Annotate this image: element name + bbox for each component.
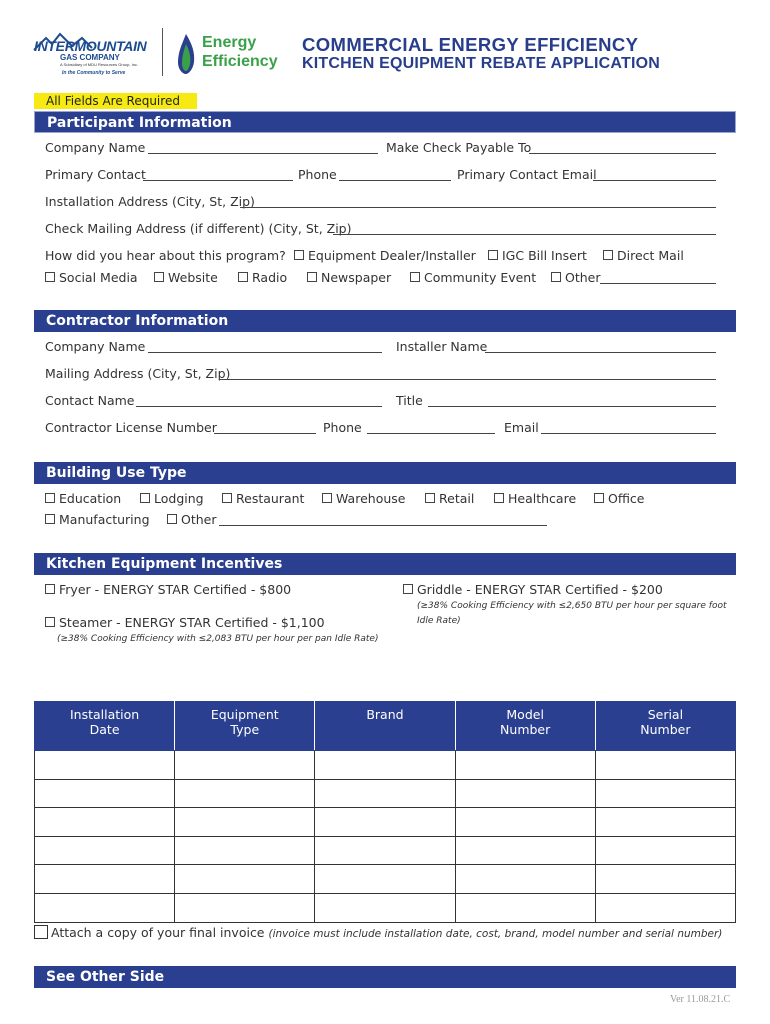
building-label: Other — [181, 512, 217, 527]
table-header-row — [35, 702, 736, 751]
building-option-other[interactable] — [167, 512, 217, 527]
participant-section-heading: Participant Information — [34, 111, 736, 133]
checkbox[interactable] — [45, 514, 55, 524]
checkbox[interactable] — [140, 493, 150, 503]
col-installation-date — [35, 702, 175, 751]
building-option-education[interactable] — [45, 491, 121, 506]
logo-gas-company: GAS COMPANY — [60, 53, 120, 62]
building-label: Office — [608, 491, 645, 506]
table-cell[interactable] — [455, 808, 595, 837]
table-cell[interactable] — [35, 893, 175, 922]
table-row — [35, 808, 736, 837]
participant-phone-label: Phone — [298, 167, 337, 182]
table-row — [35, 865, 736, 894]
header-line: Model — [506, 707, 544, 722]
table-cell[interactable] — [595, 893, 735, 922]
checkbox[interactable] — [551, 272, 561, 282]
logo-divider — [162, 28, 163, 76]
checkbox[interactable] — [154, 272, 164, 282]
table-cell[interactable] — [455, 865, 595, 894]
building-label: Manufacturing — [59, 512, 150, 527]
source-option-bill-insert[interactable] — [488, 248, 587, 263]
ee-logo-line2: Efficiency — [202, 53, 278, 70]
page-title: COMMERCIAL ENERGY EFFICIENCY — [302, 34, 639, 55]
source-option-social-media[interactable] — [45, 270, 138, 285]
table-cell[interactable] — [35, 808, 175, 837]
building-label: Warehouse — [336, 491, 406, 506]
make-check-label: Make Check Payable To — [386, 140, 532, 155]
griddle-label: Griddle - ENERGY STAR Certified - $200 — [417, 582, 663, 597]
source-label: IGC Bill Insert — [502, 248, 587, 263]
ee-logo-line1: Energy — [202, 34, 257, 51]
table-cell[interactable] — [35, 779, 175, 808]
checkbox[interactable] — [238, 272, 248, 282]
col-brand — [315, 702, 455, 751]
building-option-office[interactable] — [594, 491, 645, 506]
building-section-heading: Building Use Type — [34, 462, 736, 484]
checkbox[interactable] — [603, 250, 613, 260]
header-line: Date — [89, 722, 120, 737]
source-option-direct-mail[interactable] — [603, 248, 684, 263]
license-field[interactable] — [214, 421, 316, 434]
table-cell[interactable] — [315, 779, 455, 808]
contractor-email-field[interactable] — [541, 421, 716, 434]
table-cell[interactable] — [315, 808, 455, 837]
source-option-website[interactable] — [154, 270, 218, 285]
source-option-radio[interactable] — [238, 270, 287, 285]
table-row — [35, 779, 736, 808]
checkbox[interactable] — [45, 272, 55, 282]
install-address-label: Installation Address (City, St, Zip) — [45, 194, 255, 209]
attach-invoice-text — [51, 925, 722, 942]
contractor-email-label: Email — [504, 420, 539, 435]
logo-tagline: In the Community to Serve — [62, 70, 126, 76]
griddle-note-line1: (≥38% Cooking Efficiency with ≤2,650 BTU per hour per square foot — [417, 601, 727, 611]
col-equipment-type — [175, 702, 315, 751]
header-line: Equipment — [210, 707, 279, 722]
building-label: Lodging — [154, 491, 204, 506]
checkbox[interactable] — [45, 493, 55, 503]
building-option-retail[interactable] — [425, 491, 474, 506]
table-cell[interactable] — [175, 751, 315, 780]
checkbox[interactable] — [45, 584, 55, 594]
building-label: Education — [59, 491, 122, 506]
table-cell[interactable] — [595, 808, 735, 837]
table-cell[interactable] — [455, 836, 595, 865]
building-option-lodging[interactable] — [140, 491, 204, 506]
contractor-section-heading: Contractor Information — [34, 310, 736, 332]
table-cell[interactable] — [455, 893, 595, 922]
table-cell[interactable] — [315, 836, 455, 865]
table-cell[interactable] — [455, 751, 595, 780]
steamer-label: Steamer - ENERGY STAR Certified - $1,100 — [59, 615, 325, 630]
participant-phone-field[interactable] — [339, 168, 451, 181]
participant-company-label: Company Name — [45, 140, 146, 155]
checkbox[interactable] — [488, 250, 498, 260]
primary-contact-label: Primary Contact — [45, 167, 146, 182]
checkbox[interactable] — [307, 272, 317, 282]
install-address-field[interactable] — [240, 195, 716, 208]
checkbox[interactable] — [294, 250, 304, 260]
flame-icon — [176, 32, 196, 76]
incentives-section-heading: Kitchen Equipment Incentives — [34, 553, 736, 575]
table-cell[interactable] — [175, 836, 315, 865]
source-option-other[interactable] — [551, 270, 601, 285]
table-cell[interactable] — [315, 751, 455, 780]
source-label: Newspaper — [321, 270, 392, 285]
header-line: Number — [500, 722, 551, 737]
checkbox[interactable] — [222, 493, 232, 503]
page-subtitle: KITCHEN EQUIPMENT REBATE APPLICATION — [302, 55, 661, 72]
table-cell[interactable] — [315, 893, 455, 922]
table-cell[interactable] — [595, 779, 735, 808]
installer-name-field[interactable] — [485, 340, 716, 353]
primary-email-field[interactable] — [593, 168, 716, 181]
fryer-option[interactable] — [45, 582, 291, 597]
building-option-manufacturing[interactable] — [45, 512, 150, 527]
make-check-field[interactable] — [529, 141, 716, 154]
check-address-field[interactable] — [333, 222, 716, 235]
griddle-note-line2: Idle Rate) — [417, 616, 461, 626]
building-option-restaurant[interactable] — [222, 491, 304, 506]
checkbox[interactable] — [45, 617, 55, 627]
table-cell[interactable] — [455, 779, 595, 808]
contractor-title-field[interactable] — [428, 394, 716, 407]
check-address-label: Check Mailing Address (if different) (City, St, Zip) — [45, 221, 352, 236]
checkbox[interactable] — [167, 514, 177, 524]
source-label: Website — [168, 270, 218, 285]
contact-name-label: Contact Name — [45, 393, 135, 408]
contractor-phone-field[interactable] — [367, 421, 495, 434]
equipment-table — [34, 701, 736, 923]
col-model-number — [455, 702, 595, 751]
participant-company-field[interactable] — [148, 141, 378, 154]
header-line: Installation — [69, 707, 140, 722]
contractor-phone-label: Phone — [323, 420, 362, 435]
building-option-healthcare[interactable] — [494, 491, 576, 506]
header-line: Brand — [366, 707, 404, 722]
table-cell[interactable] — [175, 865, 315, 894]
source-other-field[interactable] — [600, 271, 716, 284]
see-other-side-banner: See Other Side — [34, 966, 736, 988]
source-option-community-event[interactable] — [410, 270, 536, 285]
steamer-option[interactable] — [45, 615, 325, 630]
checkbox[interactable] — [322, 493, 332, 503]
table-cell[interactable] — [35, 865, 175, 894]
primary-email-label: Primary Contact Email — [457, 167, 597, 182]
source-label: Direct Mail — [617, 248, 684, 263]
checkbox[interactable] — [494, 493, 504, 503]
table-cell[interactable] — [175, 779, 315, 808]
table-cell[interactable] — [175, 808, 315, 837]
building-other-field[interactable] — [219, 513, 547, 526]
attach-note: (invoice must include installation date, cost, brand, model number and serial number) — [268, 928, 723, 940]
required-note: All Fields Are Required — [34, 93, 197, 109]
attach-invoice-checkbox[interactable] — [34, 925, 48, 939]
table-row — [35, 893, 736, 922]
header-line: Number — [640, 722, 691, 737]
table-cell[interactable] — [315, 865, 455, 894]
contractor-mailing-field[interactable] — [220, 367, 716, 380]
building-option-warehouse[interactable] — [322, 491, 405, 506]
checkbox[interactable] — [425, 493, 435, 503]
logo-company-name: INTERMOUNTAIN — [34, 38, 147, 54]
table-cell[interactable] — [35, 836, 175, 865]
table-row — [35, 751, 736, 780]
source-option-newspaper[interactable] — [307, 270, 391, 285]
source-label: Community Event — [424, 270, 537, 285]
table-cell[interactable] — [595, 836, 735, 865]
col-serial-number — [595, 702, 735, 751]
griddle-option[interactable] — [403, 582, 663, 597]
contractor-mailing-label: Mailing Address (City, St, Zip) — [45, 366, 231, 381]
building-label: Restaurant — [236, 491, 305, 506]
checkbox[interactable] — [403, 584, 413, 594]
table-cell[interactable] — [175, 893, 315, 922]
primary-contact-field[interactable] — [143, 168, 293, 181]
installer-name-label: Installer Name — [396, 339, 488, 354]
source-label: Other — [565, 270, 601, 285]
version-label: Ver 11.08.21.C — [670, 994, 731, 1005]
source-label: Equipment Dealer/Installer — [308, 248, 476, 263]
contractor-title-label: Title — [396, 393, 423, 408]
hear-question: How did you hear about this program? — [45, 248, 286, 263]
source-label: Radio — [252, 270, 288, 285]
attach-label: Attach a copy of your final invoice — [51, 925, 265, 940]
contractor-company-label: Company Name — [45, 339, 146, 354]
steamer-note: (≥38% Cooking Efficiency with ≤2,083 BTU per hour per pan Idle Rate) — [57, 634, 379, 644]
license-label: Contractor License Number — [45, 420, 217, 435]
header-line: Type — [230, 722, 260, 737]
table-cell[interactable] — [35, 751, 175, 780]
header-line: Serial — [647, 707, 684, 722]
checkbox[interactable] — [410, 272, 420, 282]
table-row — [35, 836, 736, 865]
contact-name-field[interactable] — [136, 394, 382, 407]
building-label: Healthcare — [508, 491, 577, 506]
table-cell[interactable] — [595, 751, 735, 780]
checkbox[interactable] — [594, 493, 604, 503]
table-cell[interactable] — [595, 865, 735, 894]
logo-subsidiary: A Subsidiary of MDU Resources Group, Inc. — [60, 62, 139, 67]
source-label: Social Media — [59, 270, 138, 285]
fryer-label: Fryer - ENERGY STAR Certified - $800 — [59, 582, 292, 597]
building-label: Retail — [439, 491, 475, 506]
source-option-dealer[interactable] — [294, 248, 476, 263]
contractor-company-field[interactable] — [148, 340, 382, 353]
